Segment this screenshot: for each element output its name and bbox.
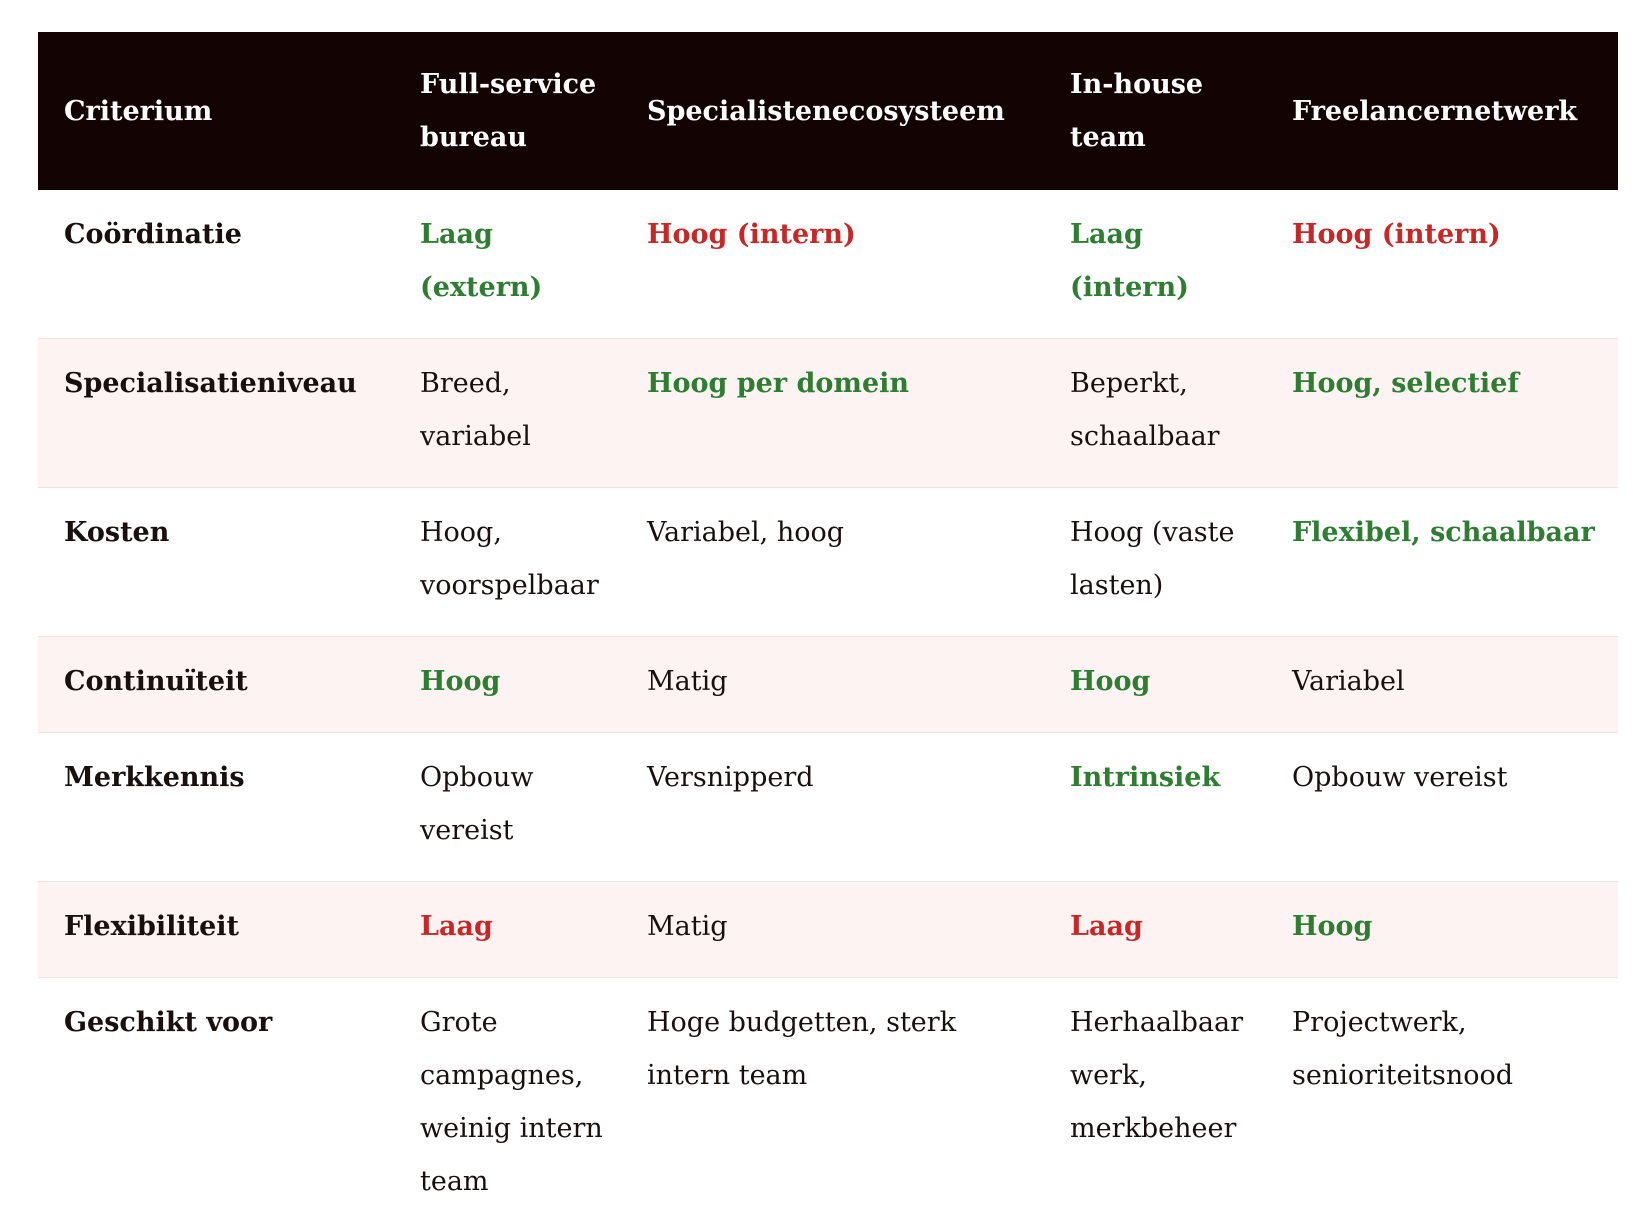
table-row [38, 733, 1618, 882]
table-cell: Projectwerk, senioriteitsnood [1266, 978, 1618, 1232]
table-row [38, 637, 1618, 733]
table-cell: Matig [621, 637, 1044, 733]
table-cell: Versnipperd [621, 733, 1044, 882]
table-cell: Grote campagnes, weinig intern team [394, 978, 621, 1232]
table-cell: Opbouw vereist [1266, 733, 1618, 882]
table-row [38, 488, 1618, 637]
table-cell: Variabel, hoog [621, 488, 1044, 637]
table-row [38, 339, 1618, 488]
row-criterion: Flexibiliteit [38, 882, 394, 978]
row-criterion: Continuïteit [38, 637, 394, 733]
table-row [38, 190, 1618, 339]
table-cell: Flexibel, schaalbaar [1266, 488, 1618, 637]
table-cell: Laag [1044, 882, 1266, 978]
table-row [38, 978, 1618, 1232]
table-cell: Hoog per domein [621, 339, 1044, 488]
row-criterion: Geschikt voor [38, 978, 394, 1232]
table-body [38, 190, 1618, 1232]
table-cell: Hoog, voorspelbaar [394, 488, 621, 637]
table-row [38, 882, 1618, 978]
header-in-house-team: In-house team [1044, 32, 1266, 190]
table-cell: Hoog, selectief [1266, 339, 1618, 488]
table-cell: Laag (extern) [394, 190, 621, 339]
table-cell: Breed, variabel [394, 339, 621, 488]
header-freelancernetwerk: Freelancernetwerk [1266, 32, 1618, 190]
table-cell: Opbouw vereist [394, 733, 621, 882]
table-cell: Hoog [1044, 637, 1266, 733]
header-specialistenecosysteem: Specialistenecosysteem [621, 32, 1044, 190]
header-full-service-bureau: Full-service bureau [394, 32, 621, 190]
table-cell: Hoog [394, 637, 621, 733]
header-row [38, 32, 1618, 190]
table-cell: Laag [394, 882, 621, 978]
row-criterion: Coördinatie [38, 190, 394, 339]
table-header [38, 32, 1618, 190]
table-cell: Matig [621, 882, 1044, 978]
table-cell: Hoog [1266, 882, 1618, 978]
row-criterion: Specialisatieniveau [38, 339, 394, 488]
comparison-table-container [38, 32, 1618, 1232]
table-cell: Laag (intern) [1044, 190, 1266, 339]
table-cell: Beperkt, schaalbaar [1044, 339, 1266, 488]
comparison-table [38, 32, 1618, 1232]
header-criterium: Criterium [38, 32, 394, 190]
table-cell: Hoog (intern) [621, 190, 1044, 339]
table-cell: Herhaalbaar werk, merkbeheer [1044, 978, 1266, 1232]
table-cell: Hoge budgetten, sterk intern team [621, 978, 1044, 1232]
table-cell: Intrinsiek [1044, 733, 1266, 882]
table-cell: Hoog (vaste lasten) [1044, 488, 1266, 637]
row-criterion: Merkkennis [38, 733, 394, 882]
table-cell: Variabel [1266, 637, 1618, 733]
row-criterion: Kosten [38, 488, 394, 637]
table-cell: Hoog (intern) [1266, 190, 1618, 339]
